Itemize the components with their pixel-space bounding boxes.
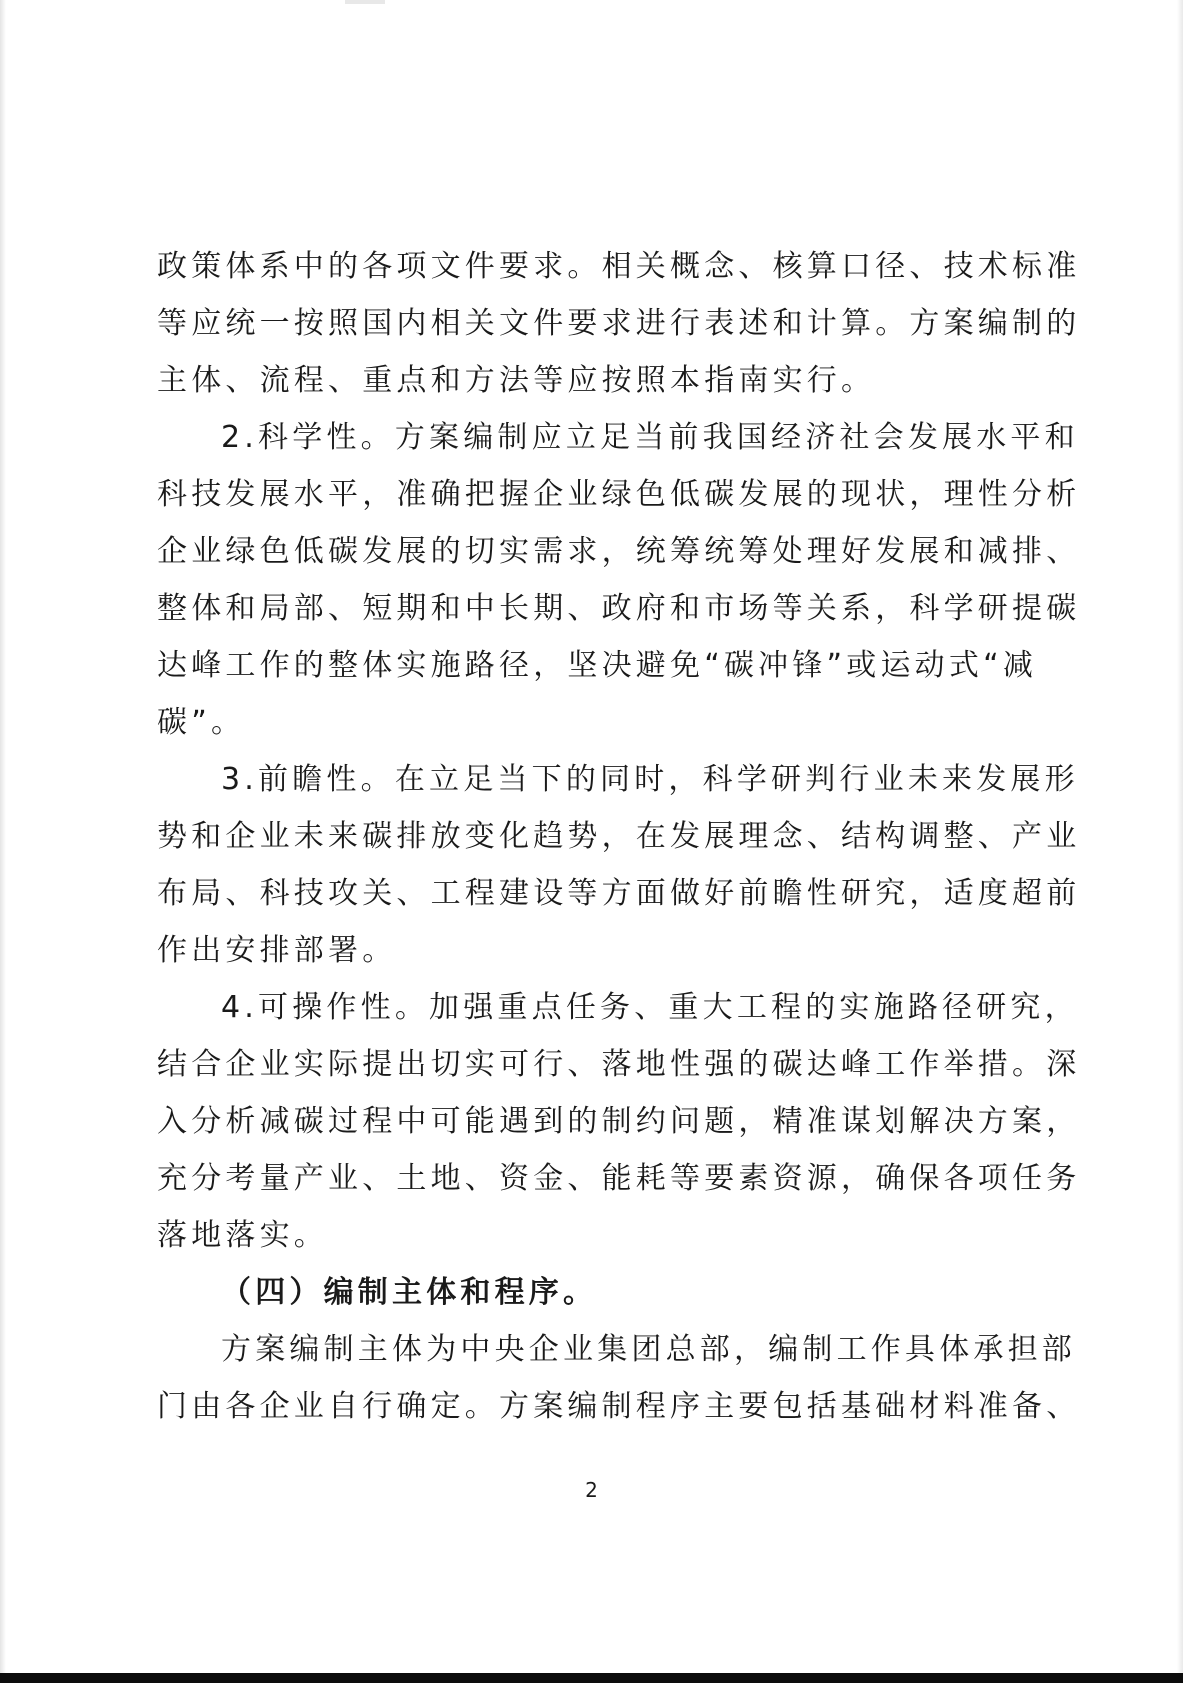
- text-line: 布局、科技攻关、工程建设等方面做好前瞻性研究，适度超前: [157, 876, 1081, 911]
- text-line: 达峰工作的整体实施路径，坚决避免“碳冲锋”或运动式“减: [157, 648, 1038, 683]
- body-text: [157, 238, 1081, 1435]
- text-line: 作出安排部署。: [157, 933, 397, 968]
- scan-bottom-edge: [0, 1673, 1183, 1683]
- text-line: 势和企业未来碳排放变化趋势，在发展理念、结构调整、产业: [157, 819, 1081, 854]
- text-line: 门由各企业自行确定。方案编制程序主要包括基础材料准备、: [157, 1389, 1081, 1424]
- text-line: 科技发展水平，准确把握企业绿色低碳发展的现状，理性分析: [157, 477, 1081, 512]
- text-line: 政策体系中的各项文件要求。相关概念、核算口径、技术标准: [157, 249, 1081, 284]
- text-line: 碳”。: [157, 705, 246, 740]
- text-line: 整体和局部、短期和中长期、政府和市场等关系，科学研提碳: [157, 591, 1081, 626]
- section-heading: （四）编制主体和程序。: [221, 1275, 598, 1310]
- scan-right-edge: [1177, 0, 1183, 1673]
- paragraph-preparation: 方案编制主体为中央企业集团总部，编制工作具体承担部: [221, 1332, 1076, 1367]
- paragraph-scientific: 2.科学性。方案编制应立足当前我国经济社会发展水平和: [221, 420, 1079, 455]
- paragraph-operability: 4.可操作性。加强重点任务、重大工程的实施路径研究，: [221, 990, 1079, 1025]
- text-line: 主体、流程、重点和方法等应按照本指南实行。: [157, 363, 876, 398]
- text-line: 结合企业实际提出切实可行、落地性强的碳达峰工作举措。深: [157, 1047, 1081, 1082]
- text-line: 企业绿色低碳发展的切实需求，统筹统筹处理好发展和减排、: [157, 534, 1081, 569]
- scan-top-mark: [345, 0, 385, 4]
- page-number: 2: [585, 1478, 598, 1502]
- text-line: 入分析减碳过程中可能遇到的制约问题，精准谋划解决方案，: [157, 1104, 1081, 1139]
- scan-left-edge: [0, 0, 6, 1673]
- paragraph-forward-looking: 3.前瞻性。在立足当下的同时，科学研判行业未来发展形: [221, 762, 1079, 797]
- text-line: 充分考量产业、土地、资金、能耗等要素资源，确保各项任务: [157, 1161, 1081, 1196]
- text-line: 落地落实。: [157, 1218, 328, 1253]
- text-line: 等应统一按照国内相关文件要求进行表述和计算。方案编制的: [157, 306, 1081, 341]
